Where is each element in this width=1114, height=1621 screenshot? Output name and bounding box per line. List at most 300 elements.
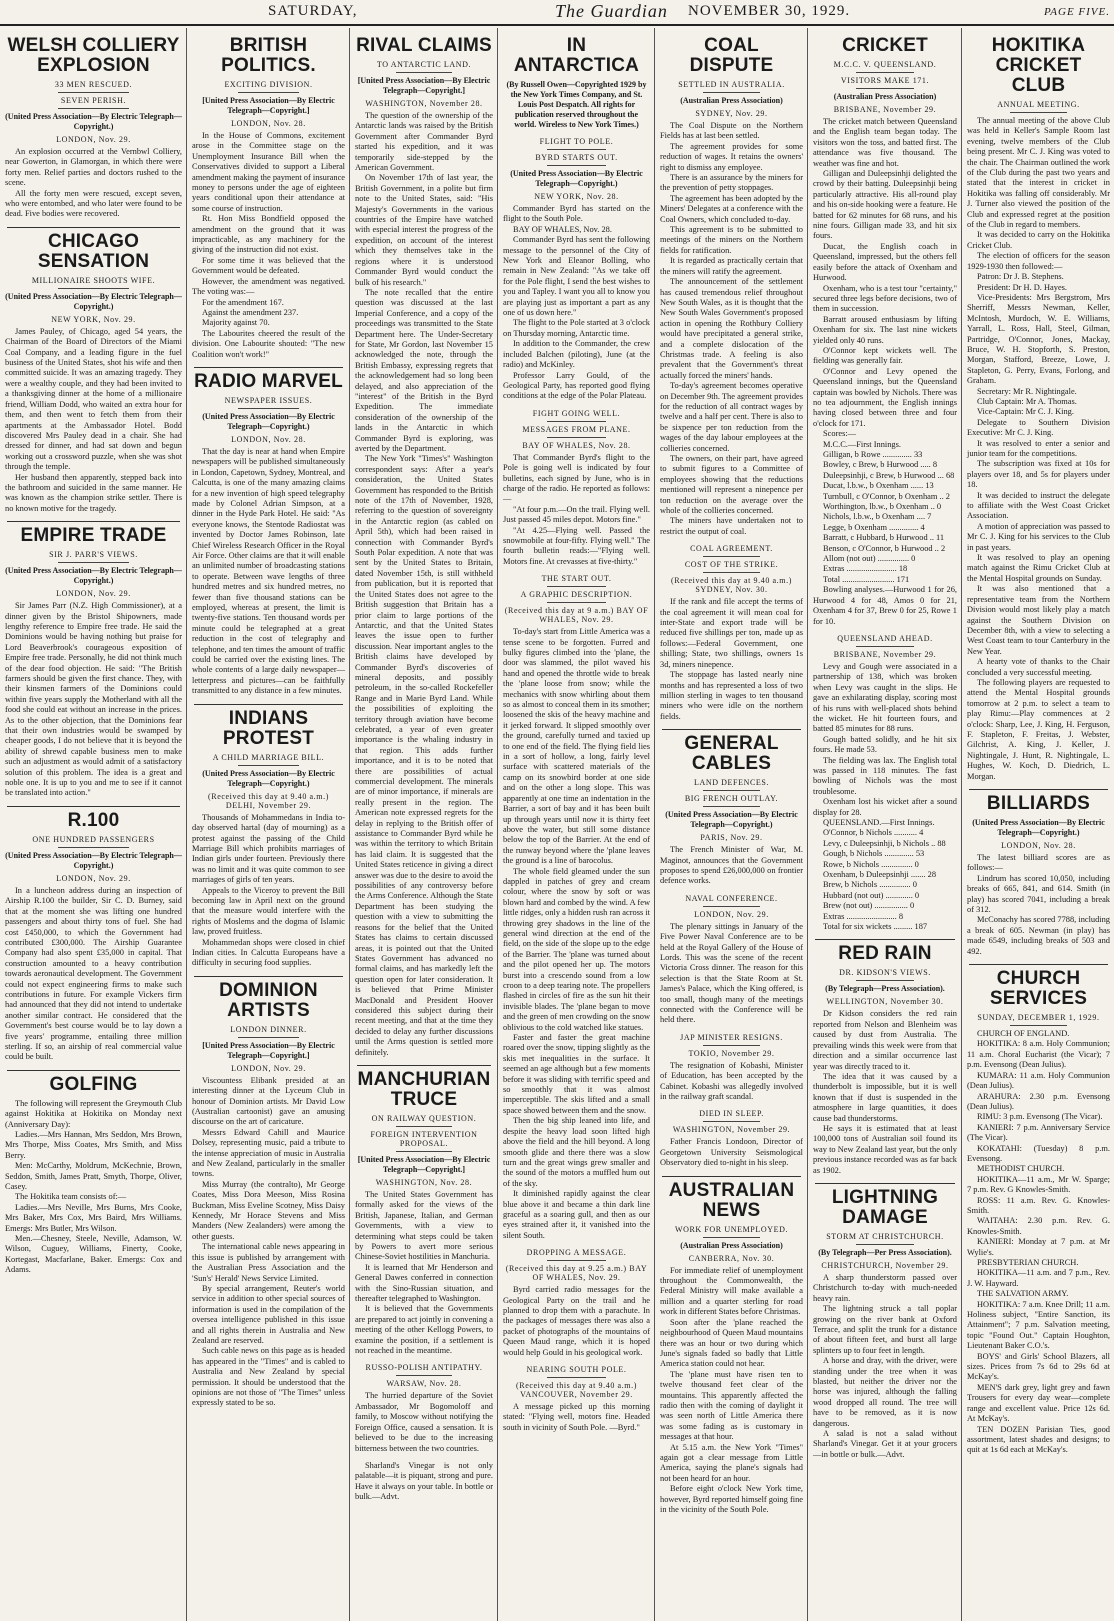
subheading: LAND DEFENCES.	[693, 778, 770, 788]
paragraph: An explosion occurred at the Vernbwl Colliery, near Gowerton, in Glamorgan, in which there were forty men. Relief parties and doctors rushed to the scene.	[5, 147, 182, 188]
headline: LIGHTNING DAMAGE	[831, 1186, 939, 1228]
article	[192, 976, 345, 1409]
dateline: BAY OF WHALES, Nov. 28.	[522, 440, 631, 450]
paragraph: M.C.C.—First Innings.	[823, 439, 901, 449]
paragraph: Faster and faster the great machine roared over the snow, tipping slightly as the skis met inequalities in the surface. It seemed an age although but a few moments before it was sliding with terrific speed and so smoothly that it was almost imperceptible. The skis lifted and a small space showed between them and the snow.	[503, 1033, 650, 1115]
article	[192, 36, 345, 360]
dateline: LONDON, Nov. 29.	[56, 873, 131, 883]
column-5	[654, 28, 807, 1621]
divider	[7, 806, 180, 807]
subheading: A GRAPHIC DESCRIPTION.	[520, 590, 633, 600]
article	[503, 1365, 650, 1433]
divider	[547, 165, 606, 166]
paragraph: WAITAHA: 2.30 p.m. Rev. G. Knowles-Smith.	[967, 1216, 1110, 1236]
paragraph: O'Connor, b Nichols ........... 4	[823, 828, 924, 838]
dateline: PARIS, Nov. 29.	[700, 833, 763, 843]
divider	[547, 421, 606, 422]
dateline: NEW YORK, Nov. 28.	[534, 192, 619, 201]
paragraph: For the amendment 167.	[202, 297, 284, 307]
paragraph: Club Captain: Mr A. Thomas.	[977, 396, 1077, 406]
divider	[703, 806, 760, 807]
paragraph: "At 4.25—Flying well. Passed the snowmobile at four-fifty. Flying well." The fourth bulletin reads:—"Flying well. Motors fine. At crevasses at five-thirty."	[503, 525, 650, 566]
paragraph: The miners have undertaken not to restrict the output of coal.	[660, 516, 803, 536]
paragraph: To-day's agreement becomes operative on December 9th. The agreement provides for the reduction of all contract wages by twelve and a half per cent. There is also to be sixpence per ton reduction from the wages of the day labour employees at the collieries concerned.	[660, 381, 803, 453]
headline: RED RAIN	[838, 943, 932, 965]
divider	[58, 92, 129, 93]
page-number: PAGE FIVE.	[1043, 6, 1110, 18]
wire-credit: (United Press Association—By Electric Telegraph—Copyright.)	[202, 768, 335, 788]
divider	[703, 1237, 760, 1238]
divider	[238, 408, 299, 409]
paragraph: The plenary sittings in January of the Five Power Naval Conference are to be held at the Royal Gallery of the House of Lords. This was the scene of the recent Victoria Cross dinner. The reason for this selection is that the State Room at St. James's Palace, which the King offered, is too small, though many of the meetings connected with the Conference will be held there.	[660, 921, 803, 1025]
column-2	[186, 28, 349, 1621]
columns	[0, 28, 1114, 1621]
paragraph: Sir James Parr (N.Z. High Commissioner), at a dinner given by the Bristol Shipowners, made lengthy reference to Empire free trade. He said the Dominions would be having nothing but praise for Lord Beaverbrook's courageous exposition of Empire free trade. Personally, he did not think much of the dear food objection. He said: "The British farmers should be given the first chance. They, with their kinsmen farmers of the Dominions could within five years supply the Motherland with all the food she could eat without an increase in the prices. As to the other objection, that the Dominions fear that their own industries would be swamped by cheaper goods, I do not believe that it is beyond the ability of shrewd capable business men to make such an adjustment as would admit of a satisfactory solution of this problem. The idea is a great and noble one. It is up to you and me to see if it cannot be translated into action."	[5, 601, 182, 798]
paragraph: Ducat, l.b.w., b Oxenham ...... 13	[823, 481, 934, 491]
paragraph: QUEENSLAND.—First Innings.	[823, 818, 935, 827]
paragraph: It was resolved to enter a senior and junior team for the competitions.	[967, 438, 1110, 458]
paragraph: Thousands of Mohammedans in India to-day observed hartal (day of mourning) as a protest against the passing of the Child Marriage Bill which prohibits marriages of Indian girls under fourteen. Previously there was no limit and it was quite common to see marriages of girls of ten years.	[192, 812, 345, 885]
paragraph: The note recalled that the entire question was discussed at the last Imperial Conference, and a copy of the proceedings was transmitted to the State Department here. The Under-Secretary for State, Mr Gordon, last November 15 acknowledged the note, through the British Embassy, expressing regrets that the acknowledgement had so long been delayed, and also appreciation of the "interest" of the British in the Byrd Expedition. The immediate consideration of the ownership of the lands in the Antarctic in which Commander Byrd is exploring, was averted by the Department.	[355, 287, 493, 453]
divider	[969, 964, 1108, 965]
paragraph: Oxenham lost his wicket after a sound display for 28.	[813, 797, 957, 817]
paragraph: A message picked up this morning stated: "Flying well, motors fine. Headed south in vicinity of South Pole. —Byrd."	[503, 1402, 650, 1432]
headline: CHICAGO SENSATION	[37, 230, 150, 272]
subheading: NEWSPAPER ISSUES.	[224, 395, 313, 405]
paragraph: The resignation of Kobashi, Minister of Education, has been accepted by the Cabinet. Kobashi was allegedly involved in the railway graft scandal.	[660, 1060, 803, 1102]
paragraph: This agreement is to be submitted to meetings of the miners on the Northern fields for ratification.	[660, 225, 803, 255]
paragraph: Miss Murray (the contralto), Mr George Coates, Miss Dora Meeson, Miss Rosina Buckman, Miss Eveline Scotney, Miss Daisy Kennedy, Mr Horace Stevens and Miss Manders (New Zealanders) were among the other guests.	[192, 1179, 345, 1241]
column-7	[961, 28, 1114, 1621]
headline: R.100	[67, 809, 120, 831]
paragraph: The announcement of the settlement has caused tremendous relief throughout New South Wales, as it is thought that the New South Wales Government's proposed action in opening the Rothbury Colliery would have precipitated a general strike, and a complete dislocation of the Christmas trade. A feeling is also prevalent that the Government's threat actually forced the miners' hands.	[660, 277, 803, 380]
paragraph: The United States Government has formally asked for the views of the British, Japanese, Italian, and German Governments, with a view to determining what steps could be taken by Powers to avert more serious Chinese-Soviet hostilities in Manchuria.	[355, 1189, 493, 1262]
paragraph: Soon after the 'plane reached the neighbourhood of Queen Maud mountains there was an hour or two during which June's signals faded so badly that Little America station could not hear.	[660, 1317, 803, 1369]
article	[5, 227, 182, 514]
dateline: LONDON, Nov. 29.	[56, 589, 131, 599]
divider	[703, 790, 760, 791]
paragraph: Gough batted solidly, and he hit six fours. He made 53.	[813, 734, 957, 755]
paragraph: It was decided to carry on the Hokitika Cricket Club.	[967, 230, 1110, 250]
wire-credit: (Australian Press Association)	[680, 1240, 783, 1250]
paragraph: Levy, c Duleepsinhji, b Nichols .. 88	[823, 838, 946, 848]
headline: GOLFING	[49, 1073, 138, 1095]
column-1	[0, 28, 186, 1621]
subheading: VISITORS MAKE 171.	[840, 76, 930, 85]
paragraph: Such cable news on this page as is headed has appeared in the "Times" and is cabled to Australia and New Zealand by special permission. It should be understood that the opinions are not those of "The Times" unless expressly stated to be so.	[192, 1346, 345, 1408]
paragraph: McConachy has scored 7788, including a break of 605. Newman (in play) has made 6549, including breaks of 503 and 492.	[967, 915, 1110, 956]
masthead-day: SATURDAY,	[268, 3, 358, 19]
paragraph: The Coal Dispute on the Northern Fields has at last been settled.	[660, 121, 803, 141]
masthead-date: NOVEMBER 30, 1929.	[688, 3, 851, 19]
paragraph: KANIERI: Monday at 7 p.m. at Mr Wylie's.	[967, 1237, 1110, 1257]
subheading: RUSSO-POLISH ANTIPATHY.	[365, 1363, 483, 1373]
wire-credit: (United Press Association—By Electric Telegraph—Copyright.)	[510, 169, 643, 188]
column-6	[807, 28, 961, 1621]
paragraph: Ladies.—Mrs Neville, Mrs Burns, Mrs Cooke, Mrs Baker, Mrs Cox, Mrs Baird, Mrs Williams. Emergs: Mrs Butler, Mrs Wilson.	[5, 1202, 182, 1233]
article	[355, 36, 493, 1058]
divider	[58, 562, 129, 563]
divider	[58, 288, 129, 289]
subheading: BIG FRENCH OUTLAY.	[684, 794, 779, 804]
paragraph: All the forty men were rescued, except seven, who were entombed, and who later were found to be dead. Five bodies were recovered.	[5, 188, 182, 219]
article	[5, 521, 182, 799]
paragraph: Then the big ship leaned into life, and despite the heavy load soon lifted high above the field and the hill beyond. A long smooth glide and there there was a slow turn and the great wings grew smaller and the sound of the motors a muffled hum out of the sky.	[503, 1116, 650, 1188]
article	[503, 36, 650, 130]
paragraph: Total for six wickets ......... 187	[823, 922, 928, 932]
subheading: SETTLED IN AUSTRALIA.	[678, 80, 785, 89]
paragraph: In a luncheon address during an inspection of Airship R.100 the builder, Sir C. D. Burney, said that at the moment she was lifting one hundred passengers and about thirty tons of fuel. She had cost £450,000, to which the Government had contributed £300,000. The Airship Guarantee Company had also spent £35,000 in capital. That construction amounted to a heavy contribution towards aeronautical development. The Government could not expect engineering firms to make such contributions in future. For example Vickers firm had announced that they did not intend to undertake another similar contract. He considered that the Government's best course would be to lay down a five years' programme, entailing three million sterling. If so, an airship of real commercial value could be built.	[5, 885, 182, 1062]
paragraph: Mohammedan shops were closed in chief Indian cities. In Calcutta Europeans have a difficulty in securing food supplies.	[192, 937, 345, 968]
paragraph: The whole field gleamed under the sun dappled in patches of grey and cream colour, where the snow by soft or was blown hard and combed by the wind. A few little ridges, only a hidden rush ran across it throwing grey shadows in the line of the general wind direction at the end of the field, on the side of the slope up to the edge of the Barrier. The 'plane was turned about and the pilot opened her up. The motors burst into a crescendo sound from a low croon to a deep tearing note. The propellers flashed in circles of fire as the sun hit their invisible blades. The 'plane began to move and the green of men crowding on the snow oblivious to the cold watched like statues.	[503, 866, 650, 1032]
dateline: BRISBANE, November 29.	[833, 649, 937, 659]
divider	[1010, 112, 1067, 113]
divider	[7, 1070, 180, 1071]
divider	[396, 1375, 451, 1376]
paragraph: Patron: Dr J. B. Stephens.	[977, 272, 1064, 282]
subheading: MESSAGES FROM PLANE.	[522, 424, 631, 434]
column-3	[349, 28, 497, 1621]
subheading: A CHILD MARRIAGE BILL.	[212, 752, 325, 762]
headline: EMPIRE TRADE	[20, 525, 167, 547]
subheading: M.C.C. V. QUEENSLAND.	[833, 60, 937, 69]
paragraph: Secretary: Mr R. Nightingale.	[977, 386, 1077, 396]
article	[967, 789, 1110, 957]
dateline: (Received this day at 9.40 a.m.) DELHI, November 29.	[208, 791, 329, 810]
paragraph: The election of officers for the season 1929-1930 then followed:—	[967, 251, 1110, 271]
divider	[969, 789, 1108, 790]
article	[5, 36, 182, 220]
headline: DOMINION ARTISTS	[219, 979, 318, 1021]
article	[813, 634, 957, 933]
headline: RADIO MARVEL	[194, 370, 343, 392]
divider	[58, 108, 129, 109]
divider	[662, 1176, 801, 1177]
paragraph: HOKITIKA—11 a.m. and 7 p.m., Rev. J. W. Hayward.	[967, 1268, 1110, 1288]
paragraph: Barratt, c Hubbard, b Hurwood .. 11	[823, 533, 945, 543]
subheading: FOREIGN INTERVENTION PROPOSAL.	[370, 1129, 478, 1148]
paragraph: Vice-Captain: Mr C. J. King.	[977, 407, 1074, 417]
divider	[856, 646, 914, 647]
dateline: WARSAW, Nov. 28.	[386, 1379, 462, 1389]
article	[813, 36, 957, 627]
divider	[662, 729, 801, 730]
article	[5, 1070, 182, 1276]
article	[355, 1461, 493, 1503]
subheading: THE START OUT.	[541, 574, 612, 584]
article	[967, 964, 1110, 1456]
headline: MANCHURIAN TRUCE	[357, 1068, 491, 1110]
dateline: (Received this day at 9 a.m.) BAY OF WHALES, Nov. 29.	[504, 606, 649, 625]
divider	[703, 1045, 760, 1046]
paragraph: METHODIST CHURCH.	[977, 1164, 1065, 1174]
wire-credit: (By Russell Owen—Copyrighted 1929 by the New York Times Company, and St. Louis Post Despatch. All rights for publication reserved throughout the world. Wireless to New York Times.)	[506, 80, 647, 129]
paragraph: Hubbard (not out) ............. 0	[823, 890, 920, 900]
subheading: FIGHT GOING WELL.	[532, 408, 621, 418]
divider	[547, 1377, 606, 1378]
paragraph: TEN DOZEN Parisian Ties, good assortment, latest shades and designs; to quit at 1s 6d each at McKay's.	[967, 1424, 1110, 1455]
divider	[703, 92, 760, 93]
article	[660, 1109, 803, 1168]
subheading: JAP MINISTER RESIGNS.	[680, 1032, 783, 1042]
divider	[547, 602, 606, 603]
paragraph: KOKATAHI: (Tuesday) 8 p.m. Evensong.	[967, 1143, 1110, 1163]
paragraph: Father Francis Londoon, Director of Georgetown University Seismological Observatory died to-night in his sleep.	[660, 1137, 803, 1168]
paragraph: For some time it was believed that the Government would be defeated.	[192, 255, 345, 276]
paragraph: KANIERI: 7 p.m. Anniversary Service (The Vicar).	[967, 1122, 1110, 1143]
divider	[703, 906, 760, 907]
paragraph: The hurried departure of the Soviet Ambassador, Mr Bogomoloff and family, to Moscow without notifying the Foreign Office, caused a sensation. It is believed to be due to the increasing bitterness between the two countries.	[355, 1391, 493, 1453]
paragraph: Dr Kidson considers the red rain reported from Nelson and Blenheim was caused by dust from Australia. The prevailing winds this week were from that direction and a similar occurrence last year was directly traced to it.	[813, 1009, 957, 1071]
paragraph: Extras ........................ 8	[823, 911, 904, 921]
subheading: EXCITING DIVISION.	[224, 80, 313, 89]
paragraph: Before eight o'clock New York time, however, Byrd reported himself going fine in the vicinity of the South Pole.	[660, 1484, 803, 1514]
paragraph: The international cable news appearing in this issue is published by arrangement with the Australian Press Association and the 'Sun's' Herald' News Service Limited.	[192, 1242, 345, 1283]
divider	[194, 367, 343, 368]
dateline: LONDON, Nov. 29.	[56, 135, 131, 144]
paragraph: HOKITIKA: 8 a.m. Holy Communion; 11 a.m. Choral Eucharist (the Vicar); 7 p.m. Evensong (Dean Julius).	[967, 1039, 1110, 1070]
paragraph: Oxenham, who is a test tour "certainty," secured three legs before decisions, two of them in succession.	[813, 283, 957, 314]
paragraph: The agreement provides for some reduction of wages. It retains the owners' right to dismiss any employee.	[660, 141, 803, 172]
paragraph: It was also mentioned that a representative team from the Northern Division would most likely play a match against the Southern Division on December 8th, with a view to selecting a West Coast team to tour Canterbury in the New Year.	[967, 584, 1110, 656]
paragraph: For immediate relief of unemployment throughout the Commonwealth, the Federal Ministry will make available a million and a quarter sterling for road work in different States before Christmas.	[660, 1265, 803, 1317]
divider	[856, 88, 914, 89]
subheading: WORK FOR UNEMPLOYED.	[674, 1224, 789, 1234]
paragraph: "At four p.m.—On the trail. Flying well. Just passed 45 miles depot. Motors fine."	[503, 504, 650, 525]
paragraph: Nichols, l.b.w., b Oxenham .... 7	[823, 512, 932, 522]
paragraph: Brew, b Nichols ............... 0	[823, 880, 917, 890]
paragraph: The flight to the Pole started at 3 o'clock on Thursday morning, Antarctic time.	[503, 318, 650, 338]
paragraph: It is learned that Mr Henderson and General Dawes conferred in connection with the Sino-Russian situation, and thereafter telegraphed to Washington.	[355, 1262, 493, 1304]
subheading: 33 MEN RESCUED.	[54, 80, 133, 89]
divider	[357, 1065, 491, 1066]
paragraph: Gilligan, b Rowe .............. 33	[823, 450, 923, 459]
dateline: LONDON, Nov. 28.	[231, 119, 306, 128]
column-4	[497, 28, 654, 1621]
article	[5, 806, 182, 1063]
divider	[856, 1244, 914, 1245]
paragraph: The Labourites cheered the result of the division. One Labourite shouted: "The new Coalition won't work!"	[192, 328, 345, 359]
paragraph: CHURCH OF ENGLAND.	[977, 1029, 1070, 1039]
paragraph: The idea that it was caused by a thunderbolt is impossible, but it is well known that if dust is suspended in the atmosphere in large quantities, it does cause bad thunderstorms.	[813, 1071, 957, 1123]
divider	[238, 92, 299, 93]
wire-credit: [United Press Association—By Electric Telegraph—Copyright.]	[357, 1154, 491, 1174]
headline: CHURCH SERVICES	[989, 968, 1088, 1010]
paragraph: Brew (not out) ................ 0	[823, 901, 915, 911]
paragraph: HOKITIKA: 7 a.m. Knee Drill; 11 a.m. Holiness subject, "Entire Sanction, its Attainment"; 7 p.m. Salvation meeting, topic "Found Out." Captain Houghton, Lieutenant Baker C.O.'s.	[967, 1299, 1110, 1351]
article	[192, 367, 345, 697]
paragraph: The French Minister of War, M. Maginot, announces that the Government proposes to spend £26,000,000 on frontier defence works.	[660, 845, 803, 886]
paragraph: It is regarded as practically certain that the miners will ratify the agreement.	[660, 256, 803, 276]
paragraph: A sharp thunderstorm passed over Christchurch to-day with much-needed heavy rain.	[813, 1272, 957, 1303]
article	[967, 36, 1110, 782]
divider	[238, 765, 299, 766]
paragraph: There is an assurance by the miners for the prevention of petty stoppages.	[660, 173, 803, 193]
paragraph: A salad is not a salad without Sharland's Vinegar. Get it at your grocers —in bottle or bulk.—Advt.	[813, 1429, 957, 1459]
wire-credit: (United Press Association—By Electric Telegraph—Copyright.)	[5, 291, 182, 311]
paragraph: At 5.15 a.m. the New York "Times" again got a clear message from Little America, saying the plane's signals had not been heard for an hour.	[660, 1442, 803, 1483]
divider	[58, 847, 129, 848]
subheading: ANNUAL MEETING.	[997, 100, 1080, 109]
divider	[547, 437, 606, 438]
subheading: FLIGHT TO POLE.	[539, 137, 614, 146]
headline: BILLIARDS	[986, 793, 1091, 814]
article	[503, 409, 650, 567]
paragraph: The agreement has been adopted by the Miners' Delegates at a conference with the Coal Owners, which concluded to-day.	[660, 193, 803, 224]
paragraph: The stoppage has lasted nearly nine months and has represented a loss of two million sterling in wages to ten thousand miners who were idle on the northern fields.	[660, 670, 803, 721]
paragraph: KUMARA: 11 a.m. Holy Communion (Dean Julius).	[967, 1070, 1110, 1091]
divider	[856, 980, 914, 981]
paragraph: Bowling analyses.—Hurwood 1 for 26, Hurwood 4 for 48, Amos 0 for 21, Oxenham 4 for 37, Brew 0 for 25, Rowe 1 for 10.	[813, 585, 957, 626]
paragraph: It was decided to instruct the delegate to affiliate with the West Coast Cricket Association.	[967, 490, 1110, 521]
wire-credit: (Australian Press Association)	[833, 92, 937, 101]
article	[355, 1363, 493, 1453]
paragraph: By special arrangement, Reuter's world service in addition to other special sources of information is used in the compilation of the oversea intelligence published in this issue and all rights therein in Australia and New Zealand are reserved.	[192, 1283, 345, 1345]
subheading: BYRD STARTS OUT.	[535, 153, 618, 162]
dateline: (Received this day at 9.40 a.m.) SYDNEY, Nov. 30.	[671, 576, 792, 595]
divider	[703, 1121, 760, 1122]
divider	[396, 1126, 451, 1127]
paragraph: In the House of Commons, excitement arose in the Committee stage on the Unemployment Insurance Bill when the Conservatives divided to support a Liberal amendment making the payment of insurance money to persons under the age of eighteen years conditional upon their attendance at some course of instruction.	[192, 131, 345, 213]
article	[355, 1065, 493, 1357]
divider	[7, 521, 180, 522]
paragraph: Delegate to Southern Division Executive: Mr C. J. King.	[967, 417, 1110, 438]
paragraph: The annual meeting of the above Club was held in Keller's Sample Room last evening, twelve members of the Club being present. Mr C. J. King was voted to the chair. The Chairman outlined the work of the Club during the past two years and stated that the interest in cricket in Hokitika was falling off considerably. Mr J. Turner also viewed the position of the Club and expressed regret at the position of the Club in regard to members.	[967, 116, 1110, 230]
paragraph: In addition to the Commander, the crew included Balchen (piloting), June (at the radio) and McKinley.	[503, 339, 650, 370]
paragraph: The owners, on their part, have agreed to submit figures to a Committee of employees showing that the reductions mentioned will represent a ninepence per ton reduction on the average over the whole of the collieries concerned.	[660, 454, 803, 516]
headline: GENERAL CABLES	[684, 733, 779, 775]
paragraph: The following will represent the Greymouth Club against Hokitika at Hokitika on Monday next (Anniversary Day):	[5, 1098, 182, 1129]
paragraph: Sharland's Vinegar is not only palatable—it is piquant, strong and pure. Have it always on your table. In bottle or bulk.—Advt.	[355, 1460, 493, 1502]
article	[660, 1176, 803, 1516]
headline: WELSH COLLIERY EXPLOSION	[7, 35, 180, 76]
article	[660, 1033, 803, 1103]
paragraph: Allom (not out) ............... 0	[823, 554, 916, 564]
dateline: LONDON, Nov. 29.	[694, 909, 769, 919]
divider	[547, 149, 606, 150]
dateline: CHRISTCHURCH, November 29.	[821, 1260, 949, 1270]
divider	[547, 586, 606, 587]
divider	[194, 976, 343, 977]
paragraph: Men.—Chesney, Steele, Neville, Adamson, W. Wilson, Cuguey, Williams, Finerty, Cooke, Kortegast, Macfarlane, Baker. Emergs: Cox and Adams.	[5, 1234, 182, 1275]
paragraph: Rowe, b Nichols ............... 0	[823, 859, 919, 869]
paragraph: He says it is estimated that at least 100,000 tons of Australian soil found its way to New Zealand last year, but the only previous instance recorded was as far back as 1902.	[813, 1123, 957, 1175]
dateline: (Received this day at 9.40 a.m.) VANCOUVER, November 29.	[516, 1381, 637, 1399]
paragraph: Oxenham, b Duleepsinhji ....... 28	[823, 870, 937, 880]
paragraph: Messrs Edward Cahill and Maurice Dolsey, representing music, paid a tribute to the intense appreciation of music in Australia and New Zealand, particularly in the smaller towns.	[192, 1127, 345, 1179]
dateline: LONDON, Nov. 29.	[231, 1063, 306, 1073]
divider	[238, 1037, 299, 1038]
headline: RIVAL CLAIMS	[356, 35, 492, 56]
paragraph: Byrd carried radio messages for the Geological Party on the trail and he planned to drop them with a parachute. In the packages of messages there was also a packet of photographs of the mountains of Queen Maud range, which it is hoped would help Gould in his geological work.	[503, 1285, 650, 1357]
subheading: NAVAL CONFERENCE.	[685, 893, 778, 903]
paragraph: ROSS: 11 a.m. Rev. G. Knowles-Smith.	[967, 1195, 1110, 1215]
headline: CRICKET	[842, 35, 928, 56]
wire-credit: (United Press Association—By Electric Telegraph—Copyright.)	[972, 818, 1105, 837]
paragraph: It diminished rapidly against the clear blue above it and became a thin dark line graceful as a soaring gull, and then as our eyes strained after it, it vanished into the silent South.	[503, 1189, 650, 1240]
article	[192, 704, 345, 969]
paragraph: The subscription was fixed at 10s for players over 18, and 5s for players under 18.	[967, 459, 1110, 490]
subheading: DR. KIDSON'S VIEWS.	[839, 968, 931, 978]
headline: COAL DISPUTE	[689, 35, 774, 76]
paragraph: Her husband then apparently, stepped back into the bathroom and suicided in the same manner. He was known as the champion strike settler. There is no known motive for the tragedy.	[5, 472, 182, 513]
paragraph: Ducat, the English coach in Queensland, impressed, but the others fell easily before the attack of Oxenham and Hurwood.	[813, 241, 957, 283]
article	[503, 574, 650, 1241]
paragraph: A horse and dray, with the driver, were standing under the tree when it was blasted, but neither the driver nor the horse was injured, although the falling wood dropped all round. The tree will have to be removed, as it is now dangerous.	[813, 1356, 957, 1428]
divider	[547, 1260, 606, 1261]
paragraph: Barratt aroused enthusiasm by lifting Oxenham for six. The last nine wickets yielded only 40 runs.	[813, 314, 957, 345]
subheading: DIED IN SLEEP.	[699, 1109, 764, 1119]
paragraph: Bowley, c Brew, b Hurwood ..... 8	[823, 460, 938, 470]
article	[660, 729, 803, 887]
paragraph: The fielding was lax. The English total was passed in 118 minutes. The fast bowling of Nichols was the most troublesome.	[813, 755, 957, 796]
divider	[703, 572, 760, 573]
paragraph: James Pauley, of Chicago, aged 54 years, the Chairman of the Board of Directors of the Miami Coal Company, and a leading figure in the fuel business of the United States, shot his wife and then committed suicide. It was an amazing tragedy. They were a wealthy couple, and they had been invited to a thanksgiving dinner at the home of a millionaire friend, William Dodd, who waited an extra hour for them, and then went to fetch them from their apartments at the Ambassador Hotel. Bodd discovered Mrs Pauley dead in a chair. She had dressed for dinner, and had sat down and begun working out a crossword puzzle, when she was shot through the temple.	[5, 326, 182, 472]
paragraph: That the day is near at hand when Empire newspapers will be published simultaneously in London, Capetown, Sydney, Montreal, and Calcutta, is one of the many amazing claims for a new invention of high speed telegraphy made by Colonel Adrian Simpson, at a dinner in the Hyde Park Hotel. He said: "As everyone knows, the Stentode Radiostat was invented by Doctor James Robinson, late Chief Wireless Research Officer in the Royal Air Force. Other claims are that it will enable an unlimited number of broadcasting stations to operate. Between wave lengths of three hundred metres and six hundred metres, no fewer than five thousand stations can be employed, whereas at present, the limit is twenty-five stations. Ten thousand words per minute could be telegraphed at a great reduction in the cost of telegraphy and telephone, and ten times the amount of traffic could be carried over the existing lines. The whole contents of a large daily newspaper—letterpress and pictures—can be faithfully transmitted to any distance in a few minutes.	[192, 446, 345, 696]
paragraph: However, the amendment was negatived. The voting was:—	[192, 276, 345, 297]
divider	[1010, 1025, 1067, 1026]
dateline: CANBERRA, Nov. 30.	[688, 1253, 775, 1263]
wire-credit: [United Press Association—By Electric Telegraph—Copyright.]	[202, 96, 335, 115]
subheading: DROPPING A MESSAGE.	[526, 1248, 627, 1258]
paragraph: Turnbull, c O'Connor, b Oxenham .. 2	[823, 491, 950, 501]
dateline: TOKIO, November 29.	[688, 1048, 775, 1058]
article	[503, 137, 650, 402]
paragraph: Rt. Hon Miss Bondfield opposed the amendment on the ground that it was impracticable, as any machinery for the giving of the instruction did not exist.	[192, 214, 345, 255]
paragraph: President: Dr H. D. Hayes.	[977, 282, 1068, 292]
wire-credit: (By Telegraph—Press Association).	[825, 984, 945, 994]
headline: AUSTRALIAN NEWS	[668, 1179, 795, 1221]
paragraph: Total ......................... 171	[823, 574, 910, 584]
paragraph: The cricket match between Queensland and the English team began today. The visitors won the toss, and batted first. The attendance was five thousand. The weather was fine and hot.	[813, 117, 957, 168]
paragraph: A motion of appreciation was passed to Mr C. J. King for his services to the Club in past years.	[967, 521, 1110, 552]
paragraph: Worthington, lb.w., b Oxenham .. 0	[823, 502, 942, 512]
subheading: NEARING SOUTH POLE.	[526, 1365, 627, 1374]
paragraph: The Hokitika team consists of:—	[15, 1192, 127, 1202]
divider	[396, 72, 451, 73]
subheading: QUEENSLAND AHEAD.	[837, 633, 933, 643]
paragraph: O'Connor kept wickets well. The fielding was generally fair.	[813, 345, 957, 366]
paragraph: RIMU: 3 p.m. Evensong (The Vicar).	[977, 1112, 1103, 1122]
paragraph: Viscountess Elibank presided at an interesting dinner at the Lyceum Club in honour of Dominion artists. Mr David Low (Australian cartoonist) gave an amusing discourse on the art of caricature.	[192, 1075, 345, 1127]
divider	[815, 1183, 955, 1184]
paragraph: Appeals to the Viceroy to prevent the Bill becoming law in April next on the ground that the measure would interfere with the rights of Moslems and the dogma of Islamic law, proved fruitless.	[192, 885, 345, 937]
paragraph: Ladies.—Mrs Hannan, Mrs Seddon, Mrs Brown, Mrs Thorpe, Miss Coates, Mrs Smith, and Miss Berry.	[5, 1130, 182, 1160]
paragraph: To-day's start from Little America was a tense scene to be forgotten. Furred and bulky figures climbed into the 'plane, the door was slammed, the pilot waved his hand and opened the throttle wide to break the 'plane loose from snow; while the mechanics with snow whirling about them so as almost to conceal them in its smother; loosened the skis of the heavy machine and it jerked forward. It slipped smoothly over the ground, carefully turned and taxied up to one end of the field. The flying field lies in a sort of hollow, a long, fairly level surface with scattered materials of the camp on its snowbird border at one side and on the other a long slope. This was apparently at one time an indentation in the Barrier, a sort of bay and it has been built up through years until now it is thirty feet above the water, but still some distance below the top of the Barrier. At the end of the runway beyond where the 'plane leaves the ground is a line of barocolus.	[503, 627, 650, 866]
subheading: ONE HUNDRED PASSENGERS	[32, 834, 155, 844]
dateline: (Received this day at 9.25 a.m.) BAY OF WHALES, Nov. 29.	[505, 1264, 648, 1283]
paragraph: The lightning struck a tall poplar growing on the river bank at Oxford Terrace, and split the trunk for a distance of about fifteen feet, and burst all large splinters up to four feet in length.	[813, 1304, 957, 1355]
paragraph: That Commander Byrd's flight to the Pole is going well is indicated by four bulletins, each signed by June, who is in charge of the radio. He reported as follows:—	[503, 452, 650, 504]
paragraph: O'Connor and Levy opened the Queensland innings, but the Queensland captain was bowled by Nichols. There was no tea adjournment, the English innings having closed between three and four o'clock for 171.	[813, 366, 957, 428]
wire-credit: (United Press Association—By Electric Telegraph—Copyright.)	[5, 850, 182, 870]
paragraph: BOYS' and Girls' School Blazers, all sizes. Prices from 7s 6d to 29s 6d at McKay's.	[967, 1351, 1110, 1382]
paragraph: PRESBYTERIAN CHURCH.	[977, 1258, 1079, 1267]
subheading: ON RAILWAY QUESTION.	[371, 1113, 477, 1123]
dateline: SYDNEY, Nov. 29.	[695, 109, 768, 118]
dateline: LONDON, Nov. 28.	[1001, 841, 1076, 850]
dateline: WASHINGTON, Nov. 28.	[375, 1177, 473, 1187]
wire-credit: (Australian Press Association)	[680, 96, 783, 105]
divider	[815, 939, 955, 940]
wire-credit: [United Press Association—By Electric Telegraph—Copyright.]	[202, 1040, 335, 1060]
paragraph: Legge, b Oxenham .............. 4	[823, 522, 925, 532]
paragraph: Commander Byrd has started on the flight to the South Pole.	[503, 204, 650, 224]
paragraph: The following players are requested to attend the Mental Hospital grounds tomorrow at 2 p.m. to select a team to play Rimu:—Play commences at 2 o'clock: Sharp, Lee, J. King, H. Ferguson, F. Stapleton, F. Freitas, J. Webster, Gilchrist, A. King, J. Keller, J. Nightingale, J. Hunt, R. Nightingale, L. Hughes, W. Koch, D. Diedrich, L. Morgan.	[967, 677, 1110, 781]
wire-credit: (By Telegraph—Per Press Association).	[818, 1247, 952, 1257]
wire-credit: [United Press Association—By Electric Telegraph—Copyright.]	[357, 76, 491, 95]
subheading: COAL AGREEMENT.	[690, 544, 773, 554]
